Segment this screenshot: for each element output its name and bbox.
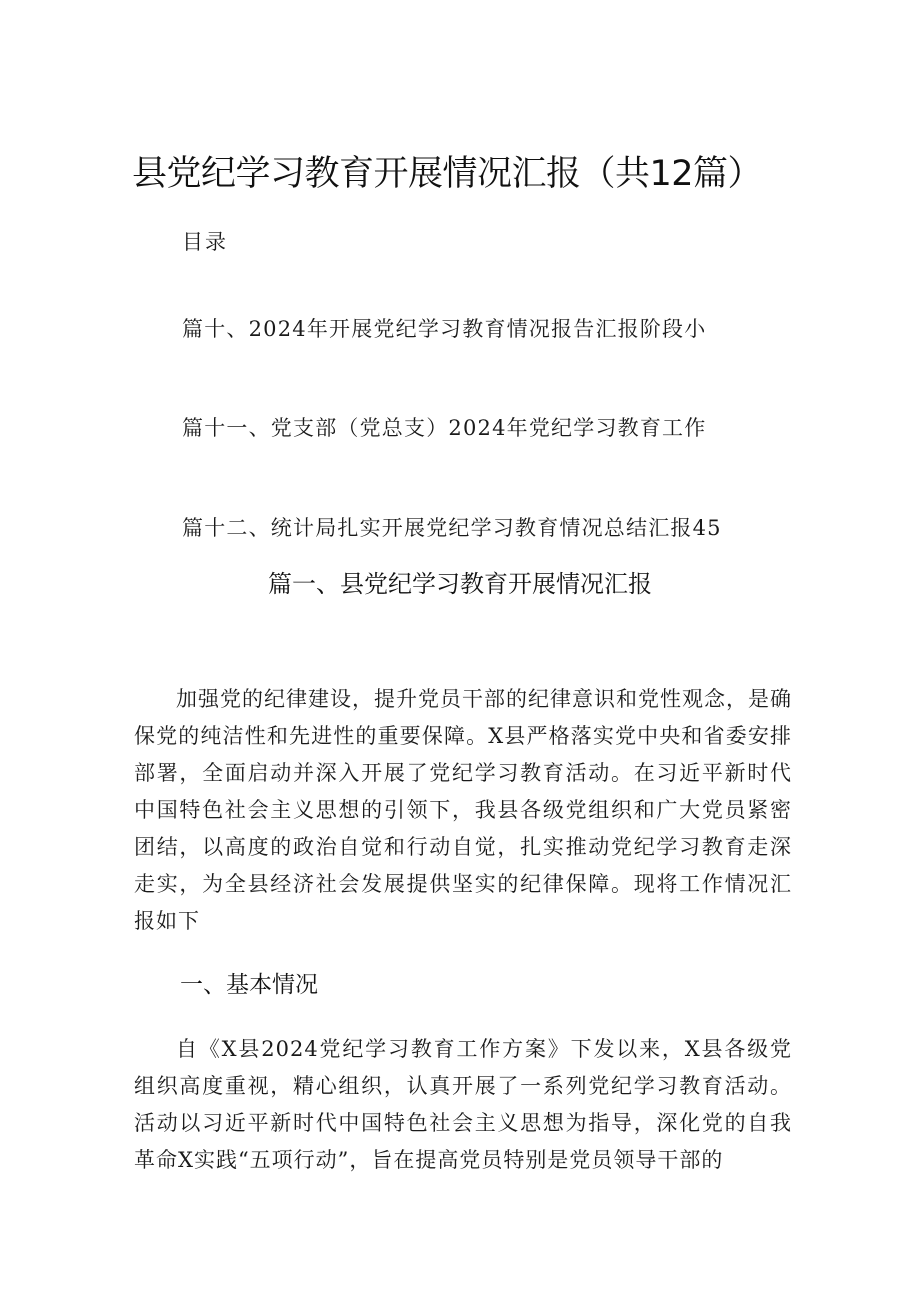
- intro-paragraph: 加强党的纪律建设，提升党员干部的纪律意识和党性观念，是确保党的纯洁性和先进性的重要保障。X县严格落实党中央和省委安排部署，全面启动并深入开展了党纪学习教育活动。在习近平新时代中国特色社会主义思想的引领下，我县各级党组织和广大党员紧密团结，以高度的政治自觉和行动自觉，扎实推动党纪学习教育走深走实，为全县经济社会发展提供坚实的纪律保障。现将工作情况汇报如下: [134, 687, 792, 933]
- toc-item[interactable]: 篇十一、党支部（党总支）2024年党纪学习教育工作: [182, 416, 707, 440]
- toc-item[interactable]: 篇十、2024年开展党纪学习教育情况报告汇报阶段小: [182, 317, 707, 341]
- part-title: 篇一、县党纪学习教育开展情况汇报: [268, 570, 652, 598]
- toc-heading: 目录: [182, 230, 228, 254]
- document-title: 县党纪学习教育开展情况汇报（共12篇）: [132, 154, 763, 194]
- section-paragraph: 自《X县2024党纪学习教育工作方案》下发以来，X县各级党组织高度重视，精心组织，认真开展了一系列党纪学习教育活动。活动以习近平新时代中国特色社会主义思想为指导，深化党的自我革命X实践“五项行动”，旨在提高党员特别是党员领导干部的: [134, 1037, 792, 1172]
- toc-item[interactable]: 篇十二、统计局扎实开展党纪学习教育情况总结汇报45: [182, 516, 722, 540]
- section-heading: 一、基本情况: [180, 972, 318, 998]
